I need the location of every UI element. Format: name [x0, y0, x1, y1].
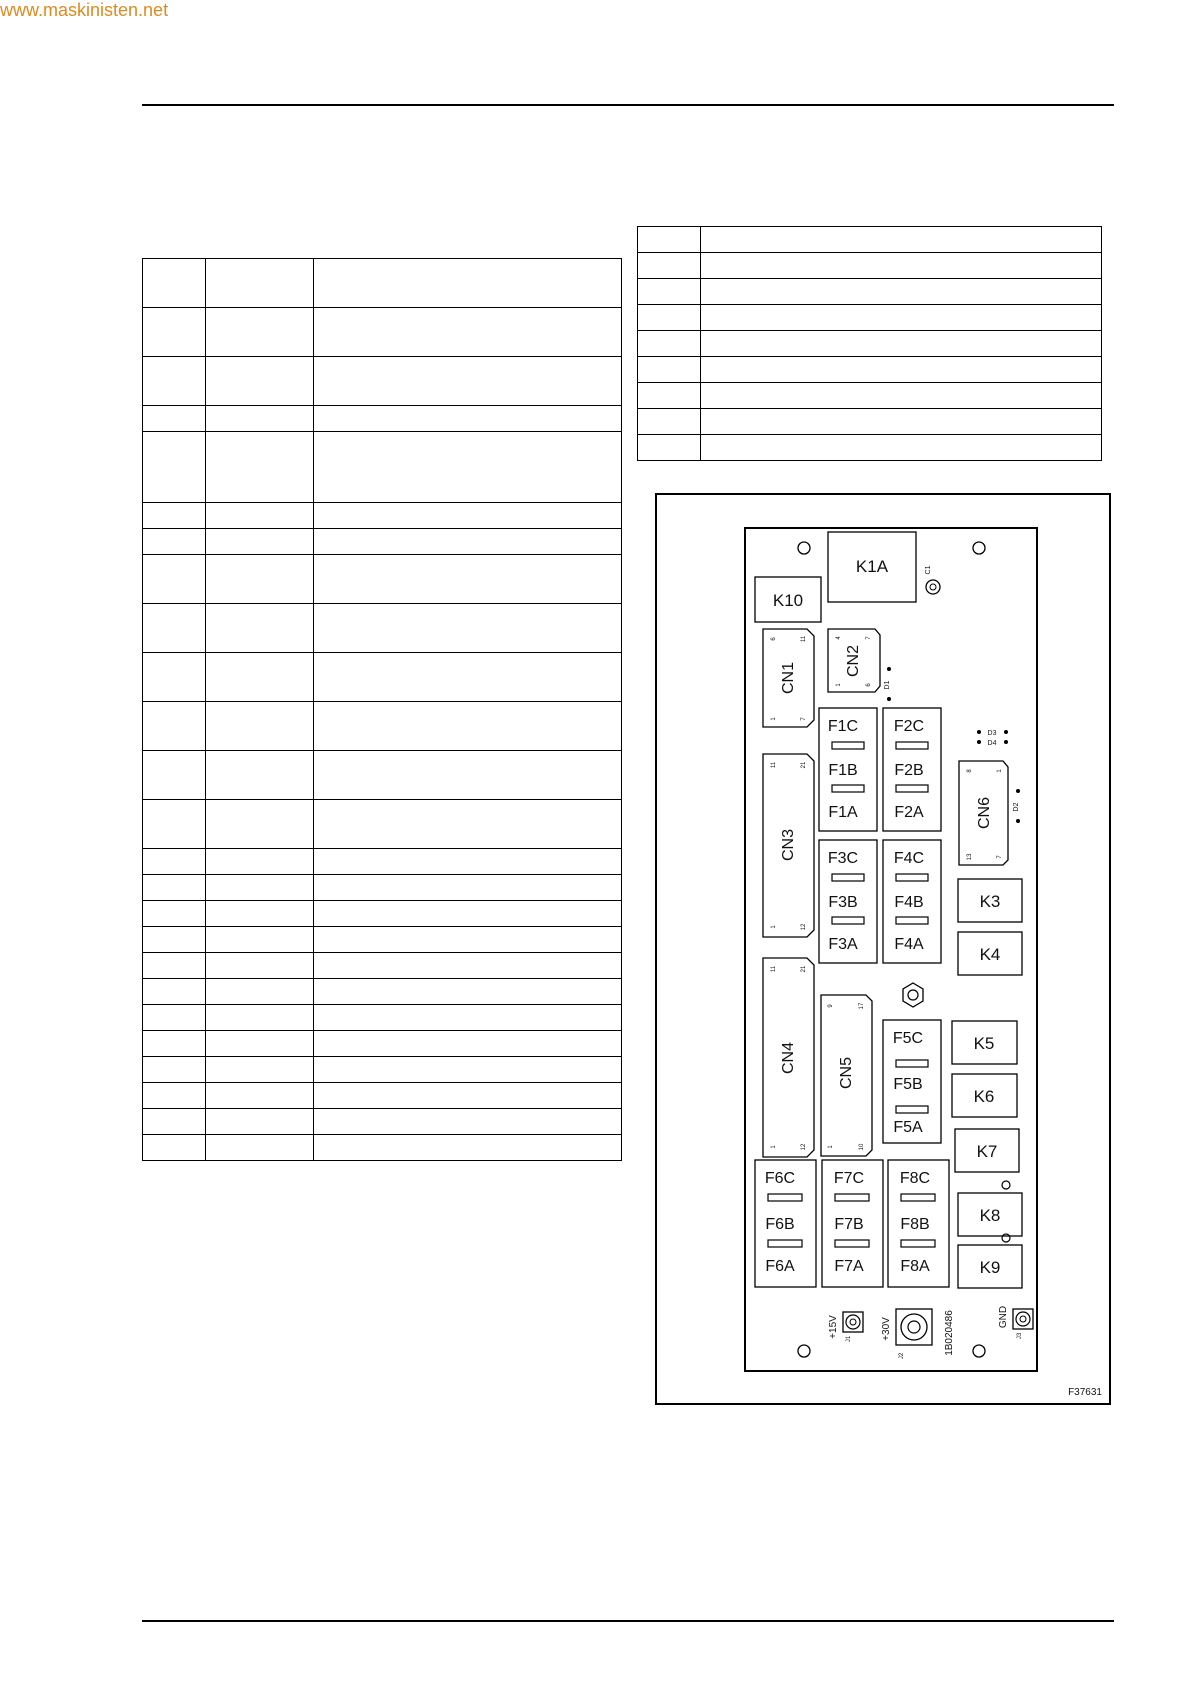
table-cell: [143, 875, 206, 901]
table-cell: [638, 279, 701, 305]
fuse-f4a: F4A: [894, 936, 924, 953]
table-cell: [206, 259, 314, 308]
table-cell: [206, 979, 314, 1005]
fuse-f8b: F8B: [900, 1216, 930, 1233]
cn5-pin: 10: [859, 1143, 865, 1151]
fuse-f7b: F7B: [834, 1216, 864, 1233]
table-row: [143, 653, 622, 702]
fuse-slot: [896, 1060, 928, 1067]
fuse-f3b: F3B: [828, 894, 858, 911]
terminal-j2-ring: [901, 1314, 927, 1340]
table-row: [143, 927, 622, 953]
table-cell: [143, 901, 206, 927]
fuse-slot: [832, 742, 864, 749]
cn2-pin: 1: [836, 683, 842, 687]
table-cell: [314, 604, 622, 653]
table-cell: [314, 503, 622, 529]
fuse-f3c: F3C: [827, 850, 859, 867]
cn1-pin: 1: [771, 717, 777, 721]
fuse-f1a: F1A: [828, 804, 858, 821]
board-code: 1B020486: [944, 1310, 955, 1356]
table-cell: [143, 979, 206, 1005]
cn4-pin: 12: [801, 1143, 807, 1151]
table-row: [638, 409, 1102, 435]
mounting-hole: [973, 542, 985, 554]
table-cell: [206, 406, 314, 432]
table-cell: [206, 927, 314, 953]
terminal-j2-center: [908, 1321, 920, 1333]
table-row: [143, 308, 622, 357]
table-row: [143, 357, 622, 406]
table-cell: [143, 529, 206, 555]
table-cell: [206, 1031, 314, 1057]
table-row: [143, 604, 622, 653]
terminal-j3-center: [1020, 1316, 1026, 1322]
table-row: [143, 849, 622, 875]
fuse-f1c: F1C: [827, 718, 859, 735]
diode-d3-dot: [977, 730, 981, 734]
cn2-pin: 7: [866, 636, 872, 640]
fuse-f6a: F6A: [765, 1258, 795, 1275]
cn3-pin: 21: [801, 761, 807, 769]
table-row: [143, 555, 622, 604]
table-row: [143, 875, 622, 901]
table-cell: [206, 1005, 314, 1031]
fuse-slot: [832, 874, 864, 881]
table-cell: [638, 409, 701, 435]
table-cell: [314, 1005, 622, 1031]
table-row: [638, 305, 1102, 331]
bottom-rule: [142, 1620, 1114, 1622]
table-cell: [143, 953, 206, 979]
table-cell: [143, 357, 206, 406]
table-cell: [143, 1031, 206, 1057]
table-cell: [206, 800, 314, 849]
fuse-slot: [896, 785, 928, 792]
table-cell: [143, 406, 206, 432]
connector-cn6-label: CN6: [976, 796, 993, 830]
table-cell: [701, 383, 1102, 409]
table-row: [638, 279, 1102, 305]
diode-d2-dot: [1016, 789, 1020, 793]
table-cell: [314, 1109, 622, 1135]
fuse-f5b: F5B: [893, 1076, 923, 1093]
diode-d4-dot: [977, 740, 981, 744]
fuse-slot: [896, 742, 928, 749]
diode-d1-dot: [887, 667, 891, 671]
fuse-slot: [901, 1240, 935, 1247]
relay-k5-label: K5: [973, 1034, 995, 1053]
fuse-box-svg: [657, 495, 1109, 1403]
relay-k9-label: K9: [979, 1258, 1001, 1277]
table-cell: [206, 653, 314, 702]
table-cell: [143, 702, 206, 751]
table-cell: [638, 357, 701, 383]
table-cell: [701, 279, 1102, 305]
right-table: [637, 226, 1102, 461]
figure-id: F37631: [1068, 1387, 1102, 1398]
table-row: [638, 383, 1102, 409]
table-cell: [143, 1109, 206, 1135]
table-row: [143, 702, 622, 751]
table-row: [143, 1109, 622, 1135]
cn6-pin: 1: [997, 769, 1003, 773]
table-cell: [701, 357, 1102, 383]
table-cell: [701, 435, 1102, 461]
table-cell: [638, 331, 701, 357]
table-cell: [314, 1083, 622, 1109]
table-cell: [638, 435, 701, 461]
top-rule: [142, 104, 1114, 106]
table-cell: [143, 503, 206, 529]
d1-label: D1: [884, 680, 891, 690]
fuse-f3a: F3A: [828, 936, 858, 953]
relay-k4-label: K4: [979, 945, 1001, 964]
cn5-pin: 9: [828, 1004, 834, 1008]
table-cell: [701, 305, 1102, 331]
connector-cn2-label: CN2: [845, 644, 862, 678]
fuse-f1b: F1B: [828, 762, 858, 779]
cn4-pin: 1: [771, 1145, 777, 1149]
d4-label: D4: [987, 740, 997, 747]
fuse-f8c: F8C: [899, 1170, 931, 1187]
j3-label: J3: [1017, 1332, 1023, 1340]
table-cell: [701, 227, 1102, 253]
relay-k7-label: K7: [976, 1142, 998, 1161]
diode-d3-dot: [1004, 730, 1008, 734]
fuse-f8a: F8A: [900, 1258, 930, 1275]
table-cell: [206, 1109, 314, 1135]
table-row: [143, 503, 622, 529]
table-cell: [143, 1005, 206, 1031]
table-cell: [314, 432, 622, 503]
cn6-pin: 8: [967, 769, 973, 773]
test-point: [1002, 1181, 1010, 1189]
table-cell: [206, 432, 314, 503]
fuse-box-diagram: [655, 493, 1111, 1405]
table-cell: [143, 308, 206, 357]
table-cell: [314, 800, 622, 849]
table-row: [638, 331, 1102, 357]
fuse-slot: [901, 1194, 935, 1201]
j2-label: J2: [899, 1352, 905, 1360]
table-cell: [314, 979, 622, 1005]
relay-k3-label: K3: [979, 892, 1001, 911]
fuse-slot: [768, 1194, 802, 1201]
website-watermark: www.maskinisten.net: [0, 0, 169, 20]
table-cell: [206, 849, 314, 875]
fuse-f7a: F7A: [834, 1258, 864, 1275]
table-cell: [314, 555, 622, 604]
test-point: [1002, 1234, 1010, 1242]
hex-nut: [903, 983, 923, 1007]
terminal-j1-ring: [846, 1315, 860, 1329]
table-cell: [206, 357, 314, 406]
table-cell: [143, 604, 206, 653]
cn4-pin: 21: [801, 965, 807, 973]
capacitor-c1: [926, 580, 940, 594]
table-cell: [143, 1083, 206, 1109]
table-cell: [314, 702, 622, 751]
fuse-slot: [832, 785, 864, 792]
terminal-15v-label: +15V: [828, 1315, 839, 1339]
table-row: [143, 1057, 622, 1083]
table-cell: [314, 1135, 622, 1161]
cn2-pin: 6: [866, 683, 872, 687]
table-cell: [206, 901, 314, 927]
fuse-f4b: F4B: [894, 894, 924, 911]
relay-k6-label: K6: [973, 1087, 995, 1106]
cn6-pin: 13: [967, 853, 973, 861]
mounting-hole: [798, 1345, 810, 1357]
table-row: [143, 259, 622, 308]
table-cell: [314, 953, 622, 979]
table-cell: [206, 308, 314, 357]
cn3-pin: 11: [771, 761, 777, 769]
mounting-hole: [973, 1345, 985, 1357]
table-cell: [638, 383, 701, 409]
relay-k10-label: K10: [772, 591, 804, 610]
connector-cn3-label: CN3: [780, 828, 797, 862]
cn5-pin: 17: [859, 1002, 865, 1010]
table-row: [638, 357, 1102, 383]
table-cell: [314, 927, 622, 953]
table-cell: [206, 1083, 314, 1109]
table-cell: [143, 849, 206, 875]
table-cell: [143, 1057, 206, 1083]
table-cell: [701, 409, 1102, 435]
table-cell: [701, 253, 1102, 279]
table-cell: [314, 653, 622, 702]
table-cell: [206, 751, 314, 800]
terminal-j1-center: [850, 1319, 856, 1325]
table-cell: [206, 555, 314, 604]
fuse-f2a: F2A: [894, 804, 924, 821]
c1-label: C1: [925, 565, 932, 575]
fuse-f5a: F5A: [893, 1119, 923, 1136]
connector-cn1-label: CN1: [780, 661, 797, 695]
table-row: [638, 227, 1102, 253]
table-row: [143, 432, 622, 503]
table-row: [143, 800, 622, 849]
table-cell: [206, 875, 314, 901]
table-cell: [314, 259, 622, 308]
terminal-30v-label: +30V: [881, 1317, 892, 1341]
table-cell: [701, 331, 1102, 357]
fuse-slot: [835, 1194, 869, 1201]
cn3-pin: 12: [801, 923, 807, 931]
diode-d4-dot: [1004, 740, 1008, 744]
table-cell: [314, 308, 622, 357]
table-cell: [314, 751, 622, 800]
fuse-slot: [768, 1240, 802, 1247]
fuse-f2c: F2C: [893, 718, 925, 735]
d2-label: D2: [1013, 802, 1020, 812]
table-row: [143, 901, 622, 927]
relay-k8-label: K8: [979, 1206, 1001, 1225]
cn1-pin: 6: [771, 637, 777, 641]
table-cell: [143, 653, 206, 702]
table-cell: [314, 357, 622, 406]
fuse-f2b: F2B: [894, 762, 924, 779]
fuse-f6b: F6B: [765, 1216, 795, 1233]
table-cell: [206, 604, 314, 653]
table-cell: [314, 1057, 622, 1083]
mounting-hole: [798, 542, 810, 554]
fuse-f5c: F5C: [892, 1030, 924, 1047]
cn1-pin: 7: [801, 717, 807, 721]
table-row: [143, 406, 622, 432]
table-cell: [143, 927, 206, 953]
table-cell: [638, 253, 701, 279]
table-cell: [143, 259, 206, 308]
capacitor-c1-inner: [930, 584, 936, 590]
table-row: [143, 1135, 622, 1161]
table-cell: [206, 953, 314, 979]
diode-d1-dot: [887, 697, 891, 701]
table-cell: [314, 1031, 622, 1057]
j1-label: J1: [846, 1335, 852, 1343]
fuse-f7c: F7C: [833, 1170, 865, 1187]
table-cell: [143, 1135, 206, 1161]
table-cell: [206, 1135, 314, 1161]
cn4-pin: 11: [771, 965, 777, 973]
fuse-slot: [896, 917, 928, 924]
cn3-pin: 1: [771, 925, 777, 929]
fuse-f4c: F4C: [893, 850, 925, 867]
table-cell: [206, 503, 314, 529]
cn1-pin: 11: [801, 635, 807, 643]
table-row: [143, 1083, 622, 1109]
fuse-slot: [896, 874, 928, 881]
fuse-f6c: F6C: [764, 1170, 796, 1187]
table-row: [638, 253, 1102, 279]
table-cell: [314, 849, 622, 875]
terminal-j3-ring: [1016, 1312, 1030, 1326]
table-row: [143, 953, 622, 979]
relay-k1a-label: K1A: [855, 557, 889, 576]
cn5-pin: 1: [828, 1145, 834, 1149]
connector-cn4-label: CN4: [780, 1041, 797, 1075]
cn6-pin: 7: [997, 855, 1003, 859]
table-cell: [206, 1057, 314, 1083]
table-cell: [314, 406, 622, 432]
table-cell: [143, 751, 206, 800]
table-cell: [638, 305, 701, 331]
d3-label: D3: [987, 730, 997, 737]
table-cell: [143, 432, 206, 503]
connector-cn5-label: CN5: [838, 1056, 855, 1090]
hex-nut-hole: [908, 990, 918, 1000]
table-row: [143, 529, 622, 555]
table-cell: [206, 529, 314, 555]
table-cell: [314, 529, 622, 555]
cn2-pin: 4: [836, 636, 842, 640]
table-cell: [143, 555, 206, 604]
table-cell: [314, 875, 622, 901]
table-row: [638, 435, 1102, 461]
table-cell: [143, 800, 206, 849]
fuse-slot: [896, 1106, 928, 1113]
table-row: [143, 751, 622, 800]
fuse-slot: [835, 1240, 869, 1247]
table-cell: [206, 702, 314, 751]
table-row: [143, 1005, 622, 1031]
left-table: [142, 258, 622, 1161]
table-row: [143, 979, 622, 1005]
table-row: [143, 1031, 622, 1057]
terminal-gnd-label: GND: [998, 1305, 1009, 1329]
fuse-slot: [832, 917, 864, 924]
table-cell: [638, 227, 701, 253]
diode-d2-dot: [1016, 819, 1020, 823]
table-cell: [314, 901, 622, 927]
